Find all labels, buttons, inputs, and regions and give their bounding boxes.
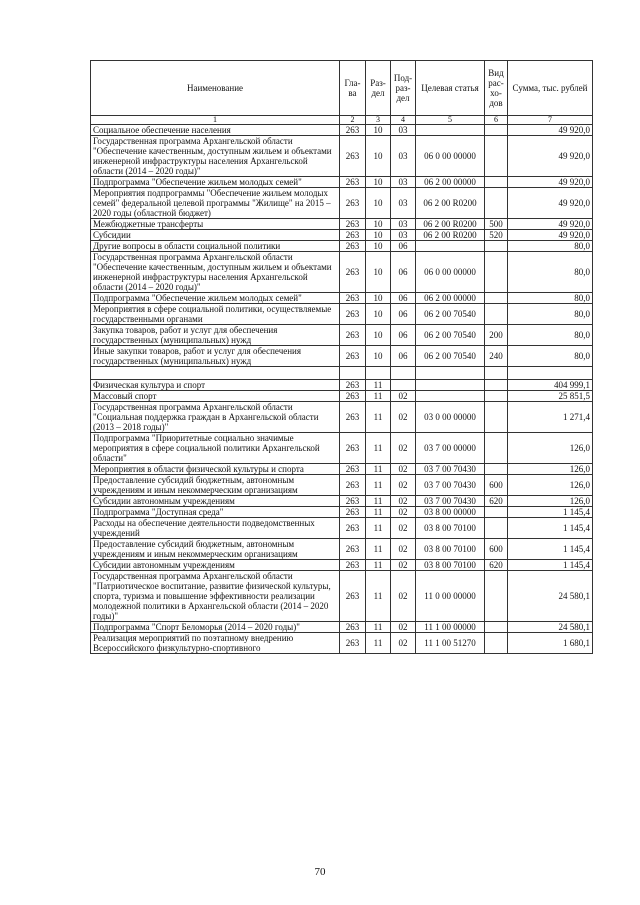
- table-row: [91, 304, 593, 325]
- row-podrazdel: 06: [391, 346, 416, 367]
- table-row: [91, 518, 593, 539]
- row-target: 06 2 00 00000: [416, 293, 485, 304]
- row-glava: 263: [340, 136, 366, 177]
- row-name: Государственная программа Архангельской области "Патриотическое воспитание, развитие физической культуры, спорта, туризма и повышение эффективности реализации молодежной политики в Архангельской области (2014 – 2020 годы)": [91, 571, 340, 622]
- row-name: Подпрограмма "Доступная среда": [91, 507, 340, 518]
- column-number: 7: [508, 116, 593, 125]
- row-sum: 24 580,1: [508, 571, 593, 622]
- row-razdel: 11: [366, 571, 391, 622]
- row-name: Межбюджетные трансферты: [91, 219, 340, 230]
- row-vid: [485, 518, 508, 539]
- row-sum: 1 145,4: [508, 560, 593, 571]
- row-podrazdel: 06: [391, 252, 416, 293]
- table-row: [91, 496, 593, 507]
- row-podrazdel: 02: [391, 560, 416, 571]
- row-vid: [485, 507, 508, 518]
- row-glava: 263: [340, 391, 366, 402]
- row-sum: 404 999,1: [508, 380, 593, 391]
- table-row: [91, 325, 593, 346]
- row-name: Мероприятия подпрограммы "Обеспечение жильем молодых семей" федеральной целевой программы "Жилище" на 2015 – 2020 годы (областной бюджет): [91, 188, 340, 219]
- row-glava: 263: [340, 241, 366, 252]
- row-glava: 263: [340, 188, 366, 219]
- row-vid: 600: [485, 475, 508, 496]
- row-name: Государственная программа Архангельской области "Социальная поддержка граждан в Архангельской области (2013 – 2018 годы)": [91, 402, 340, 433]
- row-name: Подпрограмма "Приоритетные социально значимые мероприятия в сфере социальной политики Архангельской области": [91, 433, 340, 464]
- row-target: 06 2 00 R0200: [416, 219, 485, 230]
- row-razdel: 11: [366, 622, 391, 633]
- row-target: 11 1 00 51270: [416, 633, 485, 654]
- row-target: 11 0 00 00000: [416, 571, 485, 622]
- row-glava: 263: [340, 507, 366, 518]
- row-sum: 1 145,4: [508, 539, 593, 560]
- row-target: 06 2 00 R0200: [416, 230, 485, 241]
- row-vid: [485, 380, 508, 391]
- row-podrazdel: 02: [391, 518, 416, 539]
- row-glava: 263: [340, 633, 366, 654]
- table-row: [91, 188, 593, 219]
- row-razdel: 11: [366, 380, 391, 391]
- row-name: Социальное обеспечение населения: [91, 125, 340, 136]
- table-row: [91, 230, 593, 241]
- row-vid: [485, 304, 508, 325]
- row-razdel: 10: [366, 325, 391, 346]
- row-razdel: 10: [366, 177, 391, 188]
- table-row: [91, 293, 593, 304]
- table-row: [91, 633, 593, 654]
- table-row: [91, 402, 593, 433]
- row-razdel: 10: [366, 304, 391, 325]
- row-target: [416, 367, 485, 380]
- row-target: [416, 241, 485, 252]
- row-razdel: 10: [366, 219, 391, 230]
- row-name: Субсидии: [91, 230, 340, 241]
- row-vid: [485, 241, 508, 252]
- table-row: [91, 125, 593, 136]
- row-sum: 49 920,0: [508, 177, 593, 188]
- row-razdel: 10: [366, 241, 391, 252]
- row-podrazdel: 03: [391, 219, 416, 230]
- row-target: 06 0 00 00000: [416, 252, 485, 293]
- table-header-row: [91, 61, 593, 116]
- row-target: 03 8 00 70100: [416, 539, 485, 560]
- column-number-row: [91, 116, 593, 125]
- row-target: 06 0 00 00000: [416, 136, 485, 177]
- row-razdel: 11: [366, 433, 391, 464]
- row-name: Предоставление субсидий бюджетным, автономным учреждениям и иным некоммерческим организациям: [91, 539, 340, 560]
- table-row: [91, 433, 593, 464]
- table-row: [91, 219, 593, 230]
- row-name: [91, 367, 340, 380]
- row-razdel: 11: [366, 507, 391, 518]
- row-target: 11 1 00 00000: [416, 622, 485, 633]
- table-row: [91, 571, 593, 622]
- row-podrazdel: 02: [391, 622, 416, 633]
- row-glava: 263: [340, 518, 366, 539]
- table-row: [91, 475, 593, 496]
- row-podrazdel: 02: [391, 402, 416, 433]
- row-glava: 263: [340, 496, 366, 507]
- row-glava: 263: [340, 252, 366, 293]
- column-number: 5: [416, 116, 485, 125]
- row-vid: [485, 252, 508, 293]
- row-sum: 126,0: [508, 464, 593, 475]
- row-razdel: 10: [366, 230, 391, 241]
- table-row: [91, 622, 593, 633]
- row-podrazdel: 02: [391, 391, 416, 402]
- row-vid: 600: [485, 539, 508, 560]
- row-target: 03 8 00 70100: [416, 518, 485, 539]
- row-name: Расходы на обеспечение деятельности подведомственных учреждений: [91, 518, 340, 539]
- row-podrazdel: 02: [391, 496, 416, 507]
- row-sum: 126,0: [508, 433, 593, 464]
- row-vid: [485, 622, 508, 633]
- row-razdel: 11: [366, 464, 391, 475]
- row-razdel: 10: [366, 136, 391, 177]
- table-row: [91, 380, 593, 391]
- row-vid: [485, 188, 508, 219]
- row-name: Государственная программа Архангельской области "Обеспечение качественным, доступным жильем и объектами инженерной инфраструктуры населения Архангельской области (2014 – 2020 годы)": [91, 136, 340, 177]
- row-glava: 263: [340, 304, 366, 325]
- row-vid: 200: [485, 325, 508, 346]
- row-glava: 263: [340, 402, 366, 433]
- table-row: [91, 391, 593, 402]
- header-glava: Гла-ва: [340, 61, 366, 116]
- row-name: Закупка товаров, работ и услуг для обеспечения государственных (муниципальных) нужд: [91, 325, 340, 346]
- row-glava: 263: [340, 230, 366, 241]
- row-vid: [485, 367, 508, 380]
- table-row: [91, 560, 593, 571]
- row-sum: 1 680,1: [508, 633, 593, 654]
- row-podrazdel: [391, 380, 416, 391]
- table-row: [91, 464, 593, 475]
- row-vid: 500: [485, 219, 508, 230]
- row-vid: [485, 433, 508, 464]
- row-podrazdel: 02: [391, 507, 416, 518]
- row-target: 03 7 00 00000: [416, 433, 485, 464]
- row-vid: 620: [485, 496, 508, 507]
- row-podrazdel: 02: [391, 464, 416, 475]
- column-number: 3: [366, 116, 391, 125]
- row-name: Подпрограмма "Обеспечение жильем молодых семей": [91, 293, 340, 304]
- page-number: 70: [314, 866, 326, 878]
- row-razdel: 10: [366, 346, 391, 367]
- row-glava: 263: [340, 571, 366, 622]
- row-glava: 263: [340, 475, 366, 496]
- row-target: 03 7 00 70430: [416, 496, 485, 507]
- row-glava: 263: [340, 539, 366, 560]
- row-glava: 263: [340, 560, 366, 571]
- row-sum: 126,0: [508, 496, 593, 507]
- row-target: [416, 391, 485, 402]
- header-sum: Сумма, тыс. рублей: [508, 61, 593, 116]
- row-vid: [485, 125, 508, 136]
- row-vid: [485, 136, 508, 177]
- row-podrazdel: 03: [391, 136, 416, 177]
- row-podrazdel: 03: [391, 188, 416, 219]
- row-sum: 49 920,0: [508, 125, 593, 136]
- row-name: Массовый спорт: [91, 391, 340, 402]
- row-sum: 49 920,0: [508, 136, 593, 177]
- row-razdel: 11: [366, 633, 391, 654]
- row-target: 03 7 00 70430: [416, 475, 485, 496]
- row-razdel: 11: [366, 402, 391, 433]
- row-podrazdel: [391, 367, 416, 380]
- header-vid: Вид рас-хо-дов: [485, 61, 508, 116]
- row-glava: 263: [340, 125, 366, 136]
- row-podrazdel: 02: [391, 571, 416, 622]
- budget-table: [90, 60, 593, 654]
- row-name: Физическая культура и спорт: [91, 380, 340, 391]
- row-vid: [485, 293, 508, 304]
- column-number: 4: [391, 116, 416, 125]
- row-razdel: 11: [366, 518, 391, 539]
- row-name: Мероприятия в сфере социальной политики, осуществляемые государственными органами: [91, 304, 340, 325]
- row-name: Предоставление субсидий бюджетным, автономным учреждениям и иным некоммерческим организациям: [91, 475, 340, 496]
- row-glava: 263: [340, 325, 366, 346]
- row-sum: 24 580,1: [508, 622, 593, 633]
- row-razdel: 10: [366, 252, 391, 293]
- row-name: Государственная программа Архангельской области "Обеспечение качественным, доступным жильем и объектами инженерной инфраструктуры населения Архангельской области (2014 – 2020 годы)": [91, 252, 340, 293]
- row-target: 06 2 00 70540: [416, 304, 485, 325]
- row-name: Субсидии автономным учреждениям: [91, 560, 340, 571]
- row-sum: 1 145,4: [508, 507, 593, 518]
- row-target: 06 2 00 70540: [416, 346, 485, 367]
- row-glava: 263: [340, 219, 366, 230]
- row-vid: [485, 633, 508, 654]
- row-razdel: 11: [366, 539, 391, 560]
- row-podrazdel: 02: [391, 539, 416, 560]
- row-sum: 80,0: [508, 293, 593, 304]
- row-target: 06 2 00 00000: [416, 177, 485, 188]
- row-glava: 263: [340, 622, 366, 633]
- row-razdel: 10: [366, 293, 391, 304]
- row-sum: [508, 367, 593, 380]
- table-row: [91, 252, 593, 293]
- header-podrazdel: Под-раз-дел: [391, 61, 416, 116]
- row-vid: [485, 571, 508, 622]
- table-row: [91, 346, 593, 367]
- row-razdel: 11: [366, 475, 391, 496]
- table-row: [91, 136, 593, 177]
- row-podrazdel: 02: [391, 633, 416, 654]
- row-podrazdel: 03: [391, 230, 416, 241]
- column-number: 6: [485, 116, 508, 125]
- table-body: [91, 125, 593, 654]
- row-target: 06 2 00 R0200: [416, 188, 485, 219]
- row-target: 03 0 00 00000: [416, 402, 485, 433]
- row-name: Подпрограмма "Спорт Беломорья (2014 – 2020 годы)": [91, 622, 340, 633]
- row-sum: 80,0: [508, 252, 593, 293]
- row-sum: 49 920,0: [508, 188, 593, 219]
- row-vid: [485, 391, 508, 402]
- column-number: 1: [91, 116, 340, 125]
- row-podrazdel: 06: [391, 293, 416, 304]
- table-row: [91, 177, 593, 188]
- row-podrazdel: 03: [391, 177, 416, 188]
- row-sum: 80,0: [508, 346, 593, 367]
- row-podrazdel: 02: [391, 433, 416, 464]
- row-razdel: 11: [366, 560, 391, 571]
- row-name: Мероприятия в области физической культуры и спорта: [91, 464, 340, 475]
- row-vid: [485, 464, 508, 475]
- row-sum: 49 920,0: [508, 230, 593, 241]
- row-vid: 240: [485, 346, 508, 367]
- row-name: Другие вопросы в области социальной политики: [91, 241, 340, 252]
- header-razdel: Раз-дел: [366, 61, 391, 116]
- row-name: Иные закупки товаров, работ и услуг для обеспечения государственных (муниципальных) нужд: [91, 346, 340, 367]
- row-glava: 263: [340, 293, 366, 304]
- row-glava: 263: [340, 346, 366, 367]
- row-razdel: 10: [366, 188, 391, 219]
- row-podrazdel: 03: [391, 125, 416, 136]
- header-target: Целевая статья: [416, 61, 485, 116]
- row-sum: 1 145,4: [508, 518, 593, 539]
- row-vid: [485, 177, 508, 188]
- row-vid: 520: [485, 230, 508, 241]
- row-glava: 263: [340, 433, 366, 464]
- row-target: 03 8 00 70100: [416, 560, 485, 571]
- row-sum: 1 271,4: [508, 402, 593, 433]
- row-sum: 126,0: [508, 475, 593, 496]
- table-row: [91, 241, 593, 252]
- table-row: [91, 507, 593, 518]
- row-target: 03 8 00 00000: [416, 507, 485, 518]
- row-razdel: [366, 367, 391, 380]
- table-row: [91, 367, 593, 380]
- row-glava: [340, 367, 366, 380]
- row-name: Субсидии автономным учреждениям: [91, 496, 340, 507]
- row-sum: 49 920,0: [508, 219, 593, 230]
- row-sum: 80,0: [508, 304, 593, 325]
- row-podrazdel: 06: [391, 241, 416, 252]
- row-podrazdel: 02: [391, 475, 416, 496]
- row-sum: 80,0: [508, 241, 593, 252]
- table-row: [91, 539, 593, 560]
- row-glava: 263: [340, 380, 366, 391]
- row-name: Подпрограмма "Обеспечение жильем молодых семей": [91, 177, 340, 188]
- row-target: 06 2 00 70540: [416, 325, 485, 346]
- column-number: 2: [340, 116, 366, 125]
- row-vid: 620: [485, 560, 508, 571]
- row-razdel: 11: [366, 391, 391, 402]
- row-target: 03 7 00 70430: [416, 464, 485, 475]
- row-glava: 263: [340, 177, 366, 188]
- row-target: [416, 125, 485, 136]
- row-sum: 25 851,5: [508, 391, 593, 402]
- row-podrazdel: 06: [391, 325, 416, 346]
- header-name: Наименование: [91, 61, 340, 116]
- row-razdel: 10: [366, 125, 391, 136]
- row-vid: [485, 402, 508, 433]
- row-podrazdel: 06: [391, 304, 416, 325]
- row-glava: 263: [340, 464, 366, 475]
- row-target: [416, 380, 485, 391]
- row-name: Реализация мероприятий по поэтапному внедрению Всероссийского физкультурно-спортивного: [91, 633, 340, 654]
- row-razdel: 11: [366, 496, 391, 507]
- row-sum: 80,0: [508, 325, 593, 346]
